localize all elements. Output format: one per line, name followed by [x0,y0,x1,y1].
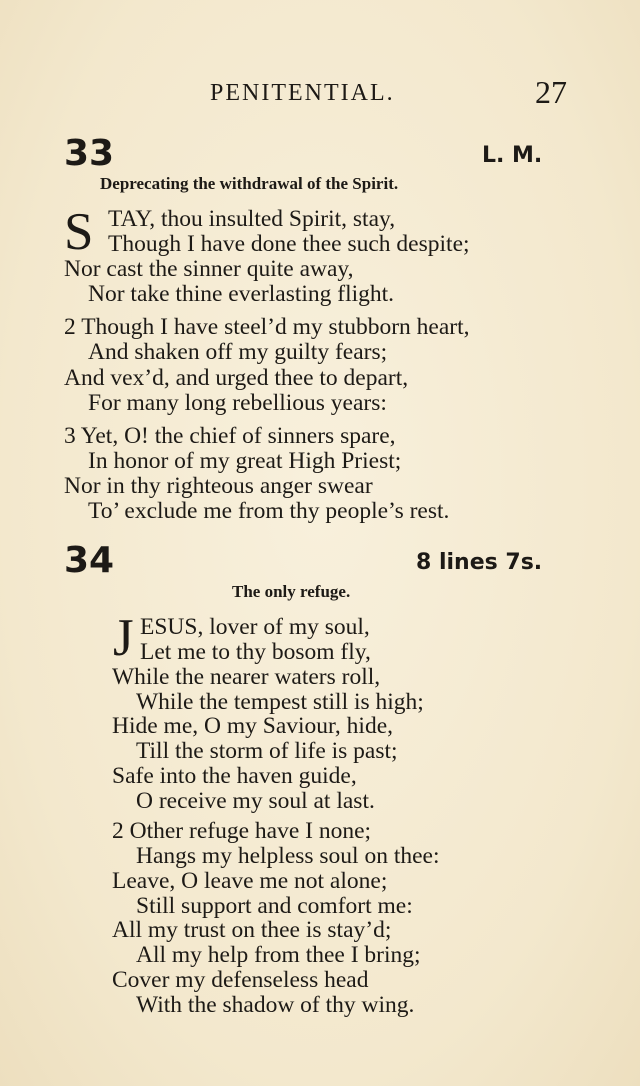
hymn-meter: 8 lines 7s. [416,550,543,575]
verse-line: 2 Other refuge have I none; [112,818,372,844]
drop-cap: S [64,203,94,261]
verse-line: ESUS, lover of my soul, [140,614,370,640]
verse-line: Nor take thine everlasting flight. [88,281,395,307]
drop-cap: J [113,609,134,667]
hymn-number: 33 [64,133,115,174]
hymn-number: 34 [64,540,115,581]
verse-line: While the tempest still is high; [136,689,424,715]
hymn-subtitle: Deprecating the withdrawal of the Spirit. [100,174,399,193]
verse-line: Safe into the haven guide, [112,763,357,789]
verse-line: Hangs my helpless soul on thee: [136,843,440,869]
verse-line: Though I have done thee such despite; [108,231,470,257]
verse-line: Still support and comfort me: [136,893,413,919]
verse-line: TAY, thou insulted Spirit, stay, [108,206,396,232]
verse-line: Nor in thy righteous anger swear [64,473,373,499]
verse-line: Nor cast the sinner quite away, [64,256,354,282]
verse-line: Cover my defenseless head [112,967,369,993]
verse-line: Hide me, O my Saviour, hide, [112,713,394,739]
verse-line: With the shadow of thy wing. [136,992,415,1018]
verse-line: O receive my soul at last. [136,788,375,814]
page-number: 27 [535,74,567,110]
verse-line: 3 Yet, O! the chief of sinners spare, [64,423,396,449]
verse-line: While the nearer waters roll, [112,664,381,690]
hymn-meter: L. M. [482,143,543,168]
verse-line: 2 Though I have steel’d my stubborn heart, [64,314,470,340]
verse-line: All my help from thee I bring; [136,942,421,968]
verse-line: All my trust on thee is stay’d; [112,917,392,943]
verse-line: In honor of my great High Priest; [88,448,402,474]
verse-line: And shaken off my guilty fears; [88,339,388,365]
verse-line: For many long rebellious years: [88,390,387,416]
running-header: PENITENTIAL. [210,80,395,106]
verse-line: And vex’d, and urged thee to depart, [64,365,409,391]
hymn-subtitle: The only refuge. [232,582,351,601]
verse-line: To’ exclude me from thy people’s rest. [88,498,450,524]
verse-line: Till the storm of life is past; [136,738,398,764]
verse-line: Leave, O leave me not alone; [112,868,388,894]
verse-line: Let me to thy bosom fly, [140,639,371,665]
